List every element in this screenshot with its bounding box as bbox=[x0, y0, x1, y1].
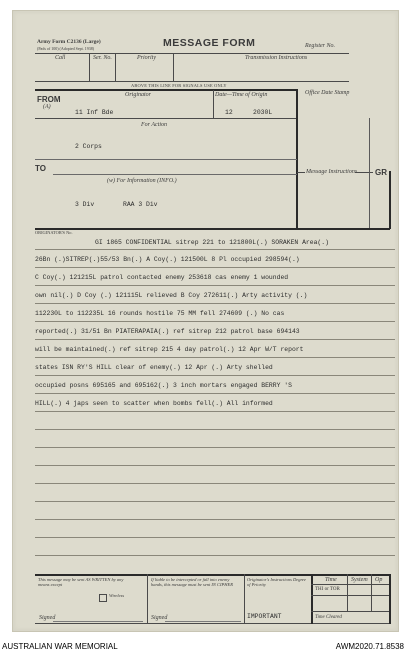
divider bbox=[173, 53, 174, 81]
divider bbox=[115, 53, 116, 81]
message-line-2: 26Bn (.)SITREP(.)55/53 Bn(.) A Coy(.) 121500L 8 Pl occupied 298594(.) bbox=[35, 256, 300, 263]
rule bbox=[297, 172, 305, 173]
divider bbox=[369, 118, 370, 228]
archive-footer bbox=[0, 637, 408, 653]
rule bbox=[35, 303, 395, 304]
rule bbox=[35, 537, 395, 538]
time-col-label: Time bbox=[325, 577, 337, 583]
form-code: Army Form C2136 (Large) bbox=[37, 39, 101, 45]
archive-reference: AWM2020.71.8538 bbox=[335, 642, 404, 651]
originators-no-label: ORIGINATOR'S No. bbox=[35, 230, 73, 235]
info-value-2: RAA 3 Div bbox=[123, 201, 158, 208]
divider bbox=[371, 574, 372, 612]
register-no-label: Register No. bbox=[305, 43, 335, 49]
originator-instructions-label: Originator's Instructions Degree of Priority bbox=[247, 577, 307, 587]
date-value: 12 bbox=[225, 109, 233, 116]
send-as-written-text: This message may be sent AS WRITTEN by any means except bbox=[38, 577, 124, 587]
message-line-1: GI 1865 CONFIDENTIAL sitrep 221 to 121800L(.) SORAKEN Area(.) bbox=[95, 239, 329, 246]
from-label: FROM bbox=[37, 95, 61, 104]
form-title: MESSAGE FORM bbox=[163, 37, 256, 49]
cipher-warning-text: If liable to be intercepted or fall into enemy hands, this message must be sent IN CIPHER bbox=[151, 577, 233, 587]
rule bbox=[35, 357, 395, 358]
divider bbox=[213, 90, 214, 118]
rule bbox=[35, 89, 297, 91]
op-col-label: Op bbox=[375, 577, 383, 583]
message-instructions-label: Message Instructions bbox=[306, 169, 358, 175]
rule bbox=[35, 249, 395, 250]
message-line-3: C Coy(.) 121215L patrol contacted enemy 253618 cas enemy 1 wounded bbox=[35, 274, 289, 281]
message-line-5: 112230L to 112235L 16 rounds hostile 75 MM fell 274609 (.) No cas bbox=[35, 310, 285, 317]
message-form-sheet bbox=[12, 10, 399, 632]
rule bbox=[35, 501, 395, 502]
wireless-checkbox bbox=[99, 594, 107, 602]
originator-value: 11 Inf Bde bbox=[75, 109, 114, 116]
time-cleared-label: Time Cleared bbox=[315, 615, 342, 620]
message-line-8: states ISN RY'S HILL clear of enemy(.) 12 Apr (.) Arty shelled bbox=[35, 364, 273, 371]
rule bbox=[35, 81, 349, 82]
signed-label-1: Signed bbox=[39, 615, 56, 621]
rule bbox=[35, 429, 395, 430]
rule bbox=[311, 584, 390, 585]
divider bbox=[244, 574, 245, 624]
rule bbox=[35, 483, 395, 484]
rule bbox=[35, 411, 395, 412]
message-line-7: will be maintained(.) ref sitrep 215 4 day patrol(.) 12 Apr W/T report bbox=[35, 346, 304, 353]
thi-tor-label: THI or TOR bbox=[315, 587, 340, 592]
rule bbox=[35, 118, 297, 119]
dtg-label: Date—Time of Origin bbox=[215, 92, 268, 98]
rule bbox=[35, 519, 395, 520]
rule bbox=[311, 611, 390, 612]
system-col-label: System bbox=[351, 577, 368, 583]
rule bbox=[35, 267, 395, 268]
rule bbox=[53, 174, 297, 175]
divider bbox=[347, 574, 348, 612]
rule bbox=[35, 447, 395, 448]
rule bbox=[165, 621, 241, 622]
originator-label: Originator bbox=[125, 92, 152, 98]
priority-label: Priority bbox=[137, 55, 156, 61]
divider bbox=[147, 574, 148, 624]
message-line-10: HILL(.) 4 japs seen to scatter when bombs fell(.) All informed bbox=[35, 400, 273, 407]
header-rule bbox=[35, 53, 349, 54]
message-line-4: own nil(.) D Coy (.) 121115L relieved B Coy 272611(.) Arty activity (.) bbox=[35, 292, 308, 299]
time-value: 2030L bbox=[253, 109, 273, 116]
rule bbox=[35, 228, 390, 230]
rule bbox=[35, 339, 395, 340]
rule bbox=[35, 574, 390, 576]
rule bbox=[35, 159, 297, 160]
rule bbox=[35, 623, 390, 624]
rule bbox=[53, 621, 143, 622]
for-action-value: 2 Corps bbox=[75, 143, 102, 150]
rule bbox=[311, 595, 390, 596]
divider bbox=[89, 53, 90, 81]
call-label: Call bbox=[55, 55, 66, 61]
divider bbox=[311, 574, 313, 624]
divider bbox=[389, 574, 391, 624]
to-label: TO bbox=[35, 164, 46, 173]
office-date-stamp-label: Office Date Stamp bbox=[305, 90, 350, 96]
divider bbox=[389, 171, 391, 229]
gr-label: GR bbox=[375, 168, 387, 177]
archive-name: AUSTRALIAN WAR MEMORIAL bbox=[2, 642, 118, 651]
signed-label-2: Signed bbox=[151, 615, 168, 621]
transmission-label: Transmission Instructions bbox=[245, 55, 308, 61]
rule bbox=[35, 375, 395, 376]
message-line-9: occupied posns 695165 and 695162(.) 3 inch mortars engaged BERRY 'S bbox=[35, 382, 292, 389]
priority-value: IMPORTANT bbox=[247, 613, 282, 620]
for-action-label: For Action bbox=[141, 122, 168, 128]
from-sub-label: (A) bbox=[43, 104, 51, 110]
rule bbox=[35, 285, 395, 286]
rule bbox=[35, 321, 395, 322]
ser-no-label: Ser. No. bbox=[93, 55, 112, 61]
rule bbox=[35, 555, 395, 556]
rule bbox=[355, 172, 373, 173]
info-value-1: 3 Div bbox=[75, 201, 95, 208]
message-line-6: reported(.) 31/51 Bn PIATERAPAIA(.) ref sitrep 212 patrol base 694143 bbox=[35, 328, 300, 335]
rule bbox=[35, 393, 395, 394]
wireless-label: Wireless bbox=[109, 593, 125, 598]
form-code-sub: (Pads of 100) (Adopted Sept. 1938) bbox=[37, 46, 95, 51]
signals-use-note: ABOVE THIS LINE FOR SIGNALS USE ONLY bbox=[131, 83, 227, 88]
for-info-label: (w) For Information (INFO.) bbox=[107, 178, 177, 184]
rule bbox=[35, 465, 395, 466]
